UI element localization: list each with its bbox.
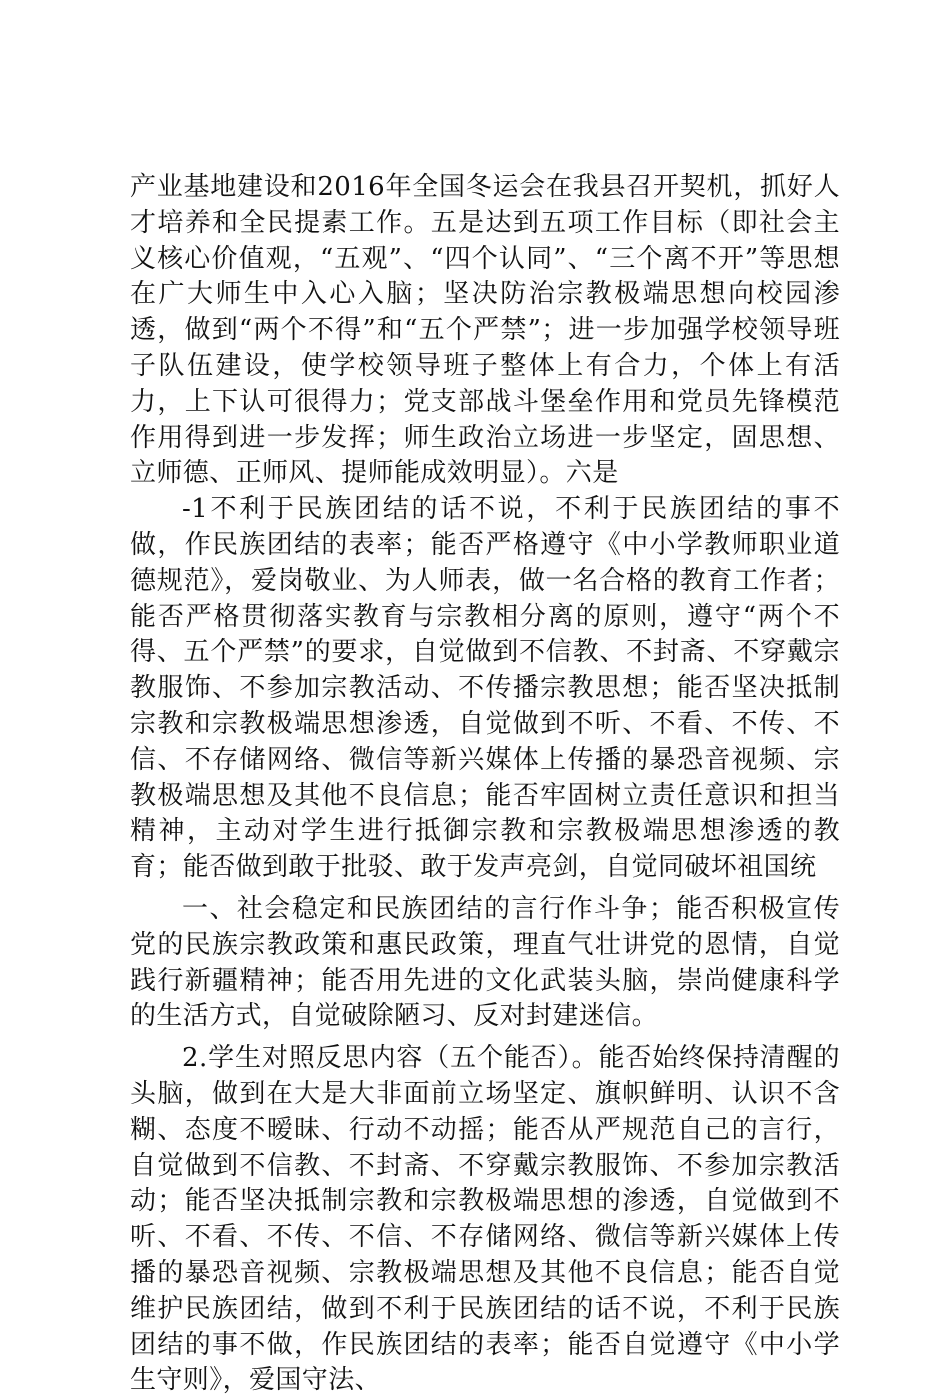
paragraph-social-stability: 一、社会稳定和民族团结的言行作斗争；能否积极宣传党的民族宗教政策和惠民政策，理直气壮讲党的恩情，自觉践行新疆精神；能否用先进的文化武装头脑，崇尚健康科学的生活方式，自觉破除陋习、反对封建迷信。 xyxy=(130,893,840,1032)
paragraph-continuation: 产业基地建设和2016年全国冬运会在我县召开契机，抓好人才培养和全民提素工作。五是达到五项工作目标（即社会主义核心价值观，“五观”、“四个认同”、“三个离不开”等思想在广大师生中入心入脑；坚决防治宗教极端思想向校园渗透，做到“两个不得”和“五个严禁”；进一步加强学校领导班子队伍建设，使学校领导班子整体上有合力，个体上有活力，上下认可很得力；党支部战斗堡垒作用和党员先锋模范作用得到进一步发挥；师生政治立场进一步坚定，固思想、立师德、正师风、提师能成效明显）。六是 xyxy=(130,172,840,489)
paragraph-student-reflection: 2.学生对照反思内容（五个能否）。能否始终保持清醒的头脑，做到在大是大非面前立场坚定、旗帜鲜明、认识不含糊、态度不暧昧、行动不动摇；能否从严规范自己的言行，自觉做到不信教、不封斋、不穿戴宗教服饰、不参加宗教活动；能否坚决抵制宗教和宗教极端思想的渗透，自觉做到不听、不看、不传、不信、不存储网络、微信等新兴媒体上传播的暴恐音视频、宗教极端思想及其他不良信息；能否自觉维护民族团结，做到不利于民族团结的话不说，不利于民族团结的事不做，作民族团结的表率；能否自觉遵守《中小学生守则》，爱国守法、 xyxy=(130,1043,840,1396)
document-body xyxy=(130,170,840,1399)
paragraph-teacher-checks: -1不利于民族团结的话不说，不利于民族团结的事不做，作民族团结的表率；能否严格遵守《中小学教师职业道德规范》，爱岗敬业、为人师表，做一名合格的教育工作者；能否严格贯彻落实教育与宗教相分离的原则，遵守“两个不得、五个严禁”的要求，自觉做到不信教、不封斋、不穿戴宗教服饰、不参加宗教活动、不传播宗教思想；能否坚决抵制宗教和宗教极端思想渗透，自觉做到不听、不看、不传、不信、不存储网络、微信等新兴媒体上传播的暴恐音视频、宗教极端思想及其他不良信息；能否牢固树立责任意识和担当精神，主动对学生进行抵御宗教和宗教极端思想渗透的教育；能否做到敢于批驳、敢于发声亮剑，自觉同破坏祖国统 xyxy=(130,494,840,883)
